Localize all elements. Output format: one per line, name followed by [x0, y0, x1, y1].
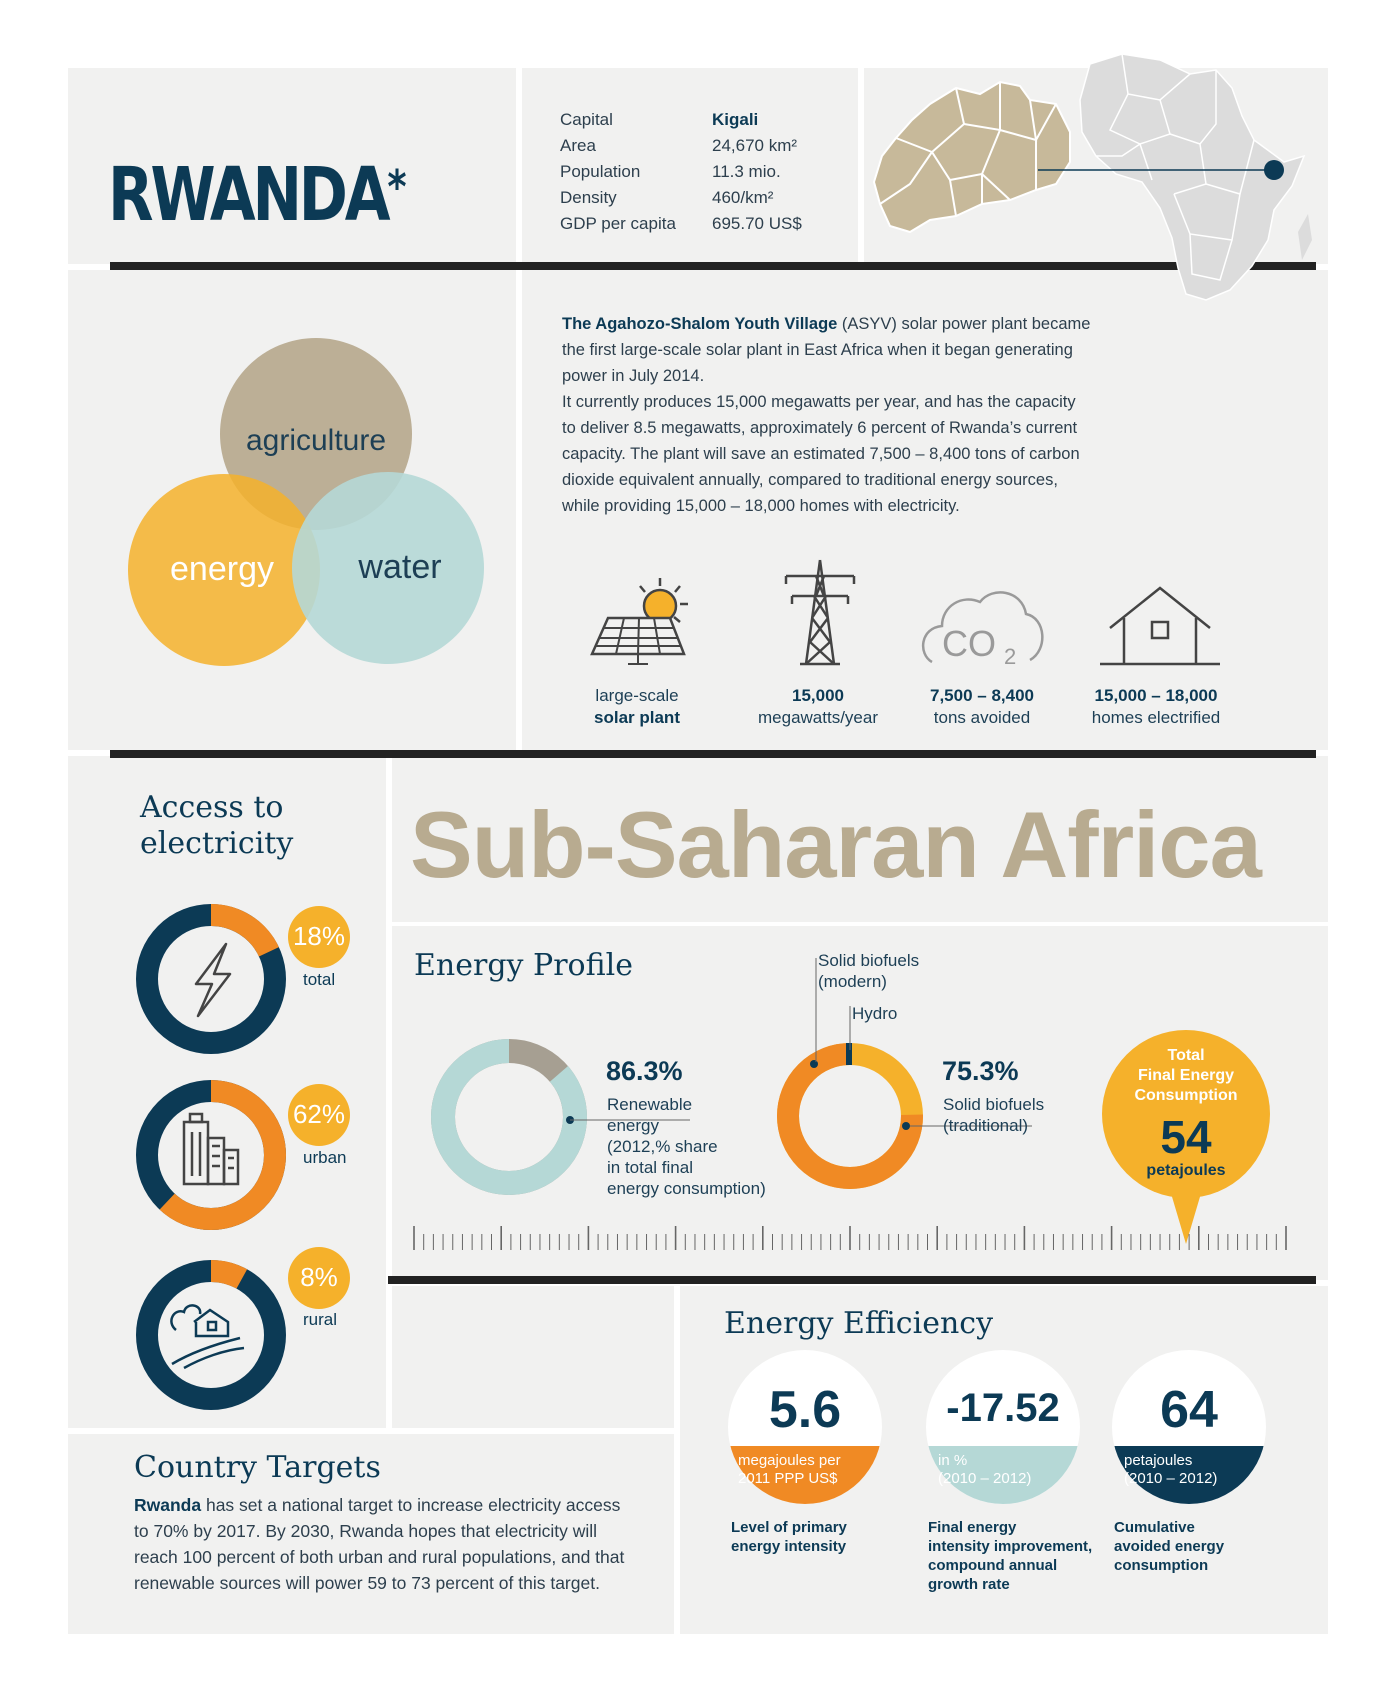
- solar-icon-label-4-top: 15,000 – 18,000: [1094, 686, 1218, 705]
- efficiency-caption-2: [928, 1518, 1092, 1594]
- efficiency-title: Energy Efficiency: [724, 1306, 994, 1341]
- access-caption-rural: rural: [303, 1310, 338, 1329]
- targets-bold: Rwanda: [134, 1495, 202, 1515]
- lightning-icon: [196, 944, 230, 1016]
- fact-label-capital: Capital: [560, 110, 613, 129]
- solar-line-5: to deliver 8.5 megawatts, approximately 6 percent of Rwanda’s current: [562, 419, 1078, 437]
- biofuel-caption-1: Solid biofuels: [943, 1095, 1045, 1114]
- solar-icon-label-2-top: 15,000: [792, 686, 844, 705]
- efficiency-value-2: -17.52: [946, 1386, 1060, 1430]
- fact-value-capital: Kigali: [712, 110, 759, 129]
- region-title: Sub-Saharan Africa: [410, 792, 1261, 897]
- renewable-donut: [428, 1036, 590, 1198]
- solar-icon-label-1-top: large-scale: [595, 686, 679, 705]
- solar-icon-label-1-bottom: solar plant: [594, 708, 680, 727]
- fact-value-area: 24,670 km²: [712, 136, 798, 155]
- city-buildings-icon: [184, 1114, 238, 1184]
- modern-label-1: Solid biofuels: [818, 951, 920, 970]
- rural-house-icon: [171, 1305, 244, 1368]
- efficiency-caption-2b: intensity improvement,: [928, 1538, 1093, 1555]
- sun-solar-panel-icon: [588, 574, 698, 666]
- venn-label-energy: energy: [170, 550, 274, 588]
- energy-profile-title: Energy Profile: [414, 948, 633, 983]
- map-location-dot: [1264, 160, 1284, 180]
- biofuel-caption: [943, 1094, 1044, 1136]
- fact-label-gdp: GDP per capita: [560, 214, 676, 233]
- ruler-scale: [410, 1224, 1290, 1254]
- tfec-value: 54: [1160, 1111, 1212, 1163]
- rwanda-map-icon: [874, 82, 1070, 232]
- fact-label-area: Area: [560, 136, 596, 155]
- access-donut-rural: [136, 1260, 286, 1410]
- solar-icon-label-3: [892, 685, 1072, 729]
- co2-subscript: 2: [1004, 644, 1017, 669]
- renewable-caption: [607, 1094, 766, 1199]
- efficiency-caption-3: [1114, 1518, 1224, 1575]
- solar-line-8: while providing 15,000 – 18,000 homes with electricity.: [562, 497, 960, 515]
- targets-line-2: to 70% by 2017. By 2030, Rwanda hopes that electricity will: [134, 1521, 598, 1541]
- solar-line-6: capacity. The plant will save an estimated 7,500 – 8,400 tons of carbon: [562, 445, 1080, 463]
- fact-value-population: 11.3 mio.: [712, 162, 781, 181]
- tfec-title: [1100, 1046, 1272, 1106]
- efficiency-caption-3a: Cumulative: [1114, 1519, 1195, 1536]
- efficiency-unit-2a: in %: [938, 1452, 968, 1469]
- hydro-label: Hydro: [852, 1004, 898, 1023]
- efficiency-caption-2c: compound annual: [928, 1557, 1058, 1574]
- biofuel-caption-2: (traditional): [943, 1116, 1029, 1135]
- access-donut-urban: [136, 1080, 286, 1230]
- middle-rule: [110, 750, 1316, 758]
- efficiency-value-3: 64: [1160, 1381, 1218, 1439]
- venn-label-water: water: [358, 548, 442, 586]
- efficiency-unit-3: [1124, 1452, 1217, 1488]
- solar-icon-label-3-bottom: tons avoided: [933, 708, 1031, 727]
- efficiency-unit-2: [938, 1452, 1031, 1488]
- tfec-unit: petajoules: [1146, 1162, 1226, 1179]
- tfec-title-2: Final Energy: [1137, 1067, 1235, 1084]
- tfec-title-3: Consumption: [1134, 1087, 1238, 1104]
- fact-label-population: Population: [560, 162, 641, 181]
- efficiency-caption-1a: Level of primary: [731, 1519, 847, 1536]
- fact-value-density: 460/km²: [712, 188, 774, 207]
- access-value-urban: 62%: [292, 1099, 346, 1129]
- access-donut-total: [136, 904, 286, 1054]
- targets-line-3: reach 100 percent of both urban and rural populations, and that: [134, 1547, 625, 1567]
- solar-line-2: the first large-scale solar plant in East Africa when it began generating: [562, 341, 1073, 359]
- venn-diagram: [120, 330, 500, 670]
- profile-rule: [388, 1276, 1316, 1284]
- efficiency-unit-1b: 2011 PPP US$: [738, 1470, 838, 1487]
- solar-line-3: power in July 2014.: [562, 367, 705, 385]
- access-value-rural: 8%: [300, 1262, 338, 1292]
- efficiency-caption-2d: growth rate: [928, 1576, 1010, 1593]
- solar-icon-label-2-bottom: megawatts/year: [758, 708, 878, 727]
- solar-icon-label-4-bottom: homes electrified: [1091, 708, 1221, 727]
- targets-title: Country Targets: [134, 1450, 381, 1485]
- efficiency-unit-2b: (2010 – 2012): [938, 1470, 1032, 1487]
- efficiency-caption-1b: energy intensity: [731, 1538, 847, 1555]
- tfec-title-1: Total: [1167, 1047, 1205, 1064]
- solar-line-1-text: (ASYV) solar power plant became: [837, 315, 1091, 333]
- country-name: RWANDA: [108, 152, 388, 238]
- targets-line-4: renewable sources will power 59 to 73 percent of this target.: [134, 1573, 600, 1593]
- modern-label-2: (modern): [818, 972, 887, 991]
- co2-cloud-icon: [918, 584, 1048, 670]
- renewable-caption-5: energy consumption): [607, 1179, 766, 1198]
- africa-rwanda-map: [860, 44, 1330, 304]
- access-caption-urban: urban: [303, 1148, 347, 1167]
- solar-description: [562, 311, 1202, 519]
- solar-icon-label-3-top: 7,500 – 8,400: [930, 686, 1034, 705]
- access-caption-total: total: [303, 970, 336, 989]
- country-asterisk: *: [387, 160, 404, 214]
- efficiency-unit-3a: petajoules: [1124, 1452, 1193, 1469]
- solar-icon-label-4: [1066, 685, 1246, 729]
- access-lower-panel: [392, 1286, 674, 1428]
- efficiency-unit-1a: megajoules per: [738, 1452, 841, 1469]
- efficiency-caption-1: [731, 1518, 847, 1556]
- renewable-caption-2: energy: [607, 1116, 659, 1135]
- fact-label-density: Density: [560, 188, 617, 207]
- solar-line-4: It currently produces 15,000 megawatts per year, and has the capacity: [562, 393, 1076, 411]
- access-value-total: 18%: [292, 921, 346, 951]
- renewable-value: 86.3%: [606, 1056, 683, 1086]
- efficiency-value-1: 5.6: [768, 1381, 842, 1439]
- country-title: [108, 150, 403, 240]
- targets-line-1-text: has set a national target to increase electricity access: [201, 1495, 621, 1515]
- solar-line-1: [562, 311, 1202, 337]
- solar-icon-label-2: [728, 685, 908, 729]
- efficiency-unit-1: [738, 1452, 841, 1488]
- targets-line-1: [134, 1492, 674, 1518]
- access-title-line-1: Access to: [140, 790, 284, 825]
- access-title-line-2: electricity: [140, 826, 294, 861]
- solar-line-7: dioxide equivalent annually, compared to traditional energy sources,: [562, 471, 1058, 489]
- efficiency-caption-3c: consumption: [1114, 1557, 1209, 1574]
- renewable-caption-3: (2012,% share: [607, 1137, 718, 1156]
- solar-title: The Agahozo-Shalom Youth Village: [562, 315, 838, 333]
- efficiency-caption-2a: Final energy: [928, 1519, 1017, 1536]
- solar-icon-label-1: [547, 685, 727, 729]
- modern-label: [818, 950, 919, 992]
- access-title: [140, 790, 293, 862]
- efficiency-caption-3b: avoided energy: [1114, 1538, 1225, 1555]
- efficiency-unit-3b: (2010 – 2012): [1124, 1470, 1218, 1487]
- fact-value-gdp: 695.70 US$: [712, 214, 802, 233]
- co2-text: CO: [942, 623, 996, 664]
- renewable-caption-4: in total final: [607, 1158, 693, 1177]
- venn-label-agriculture: agriculture: [245, 424, 387, 457]
- house-icon: [1098, 584, 1222, 668]
- targets-text: [134, 1492, 674, 1596]
- power-tower-icon: [780, 558, 860, 668]
- biofuel-value: 75.3%: [942, 1056, 1019, 1086]
- renewable-caption-1: Renewable: [607, 1095, 693, 1114]
